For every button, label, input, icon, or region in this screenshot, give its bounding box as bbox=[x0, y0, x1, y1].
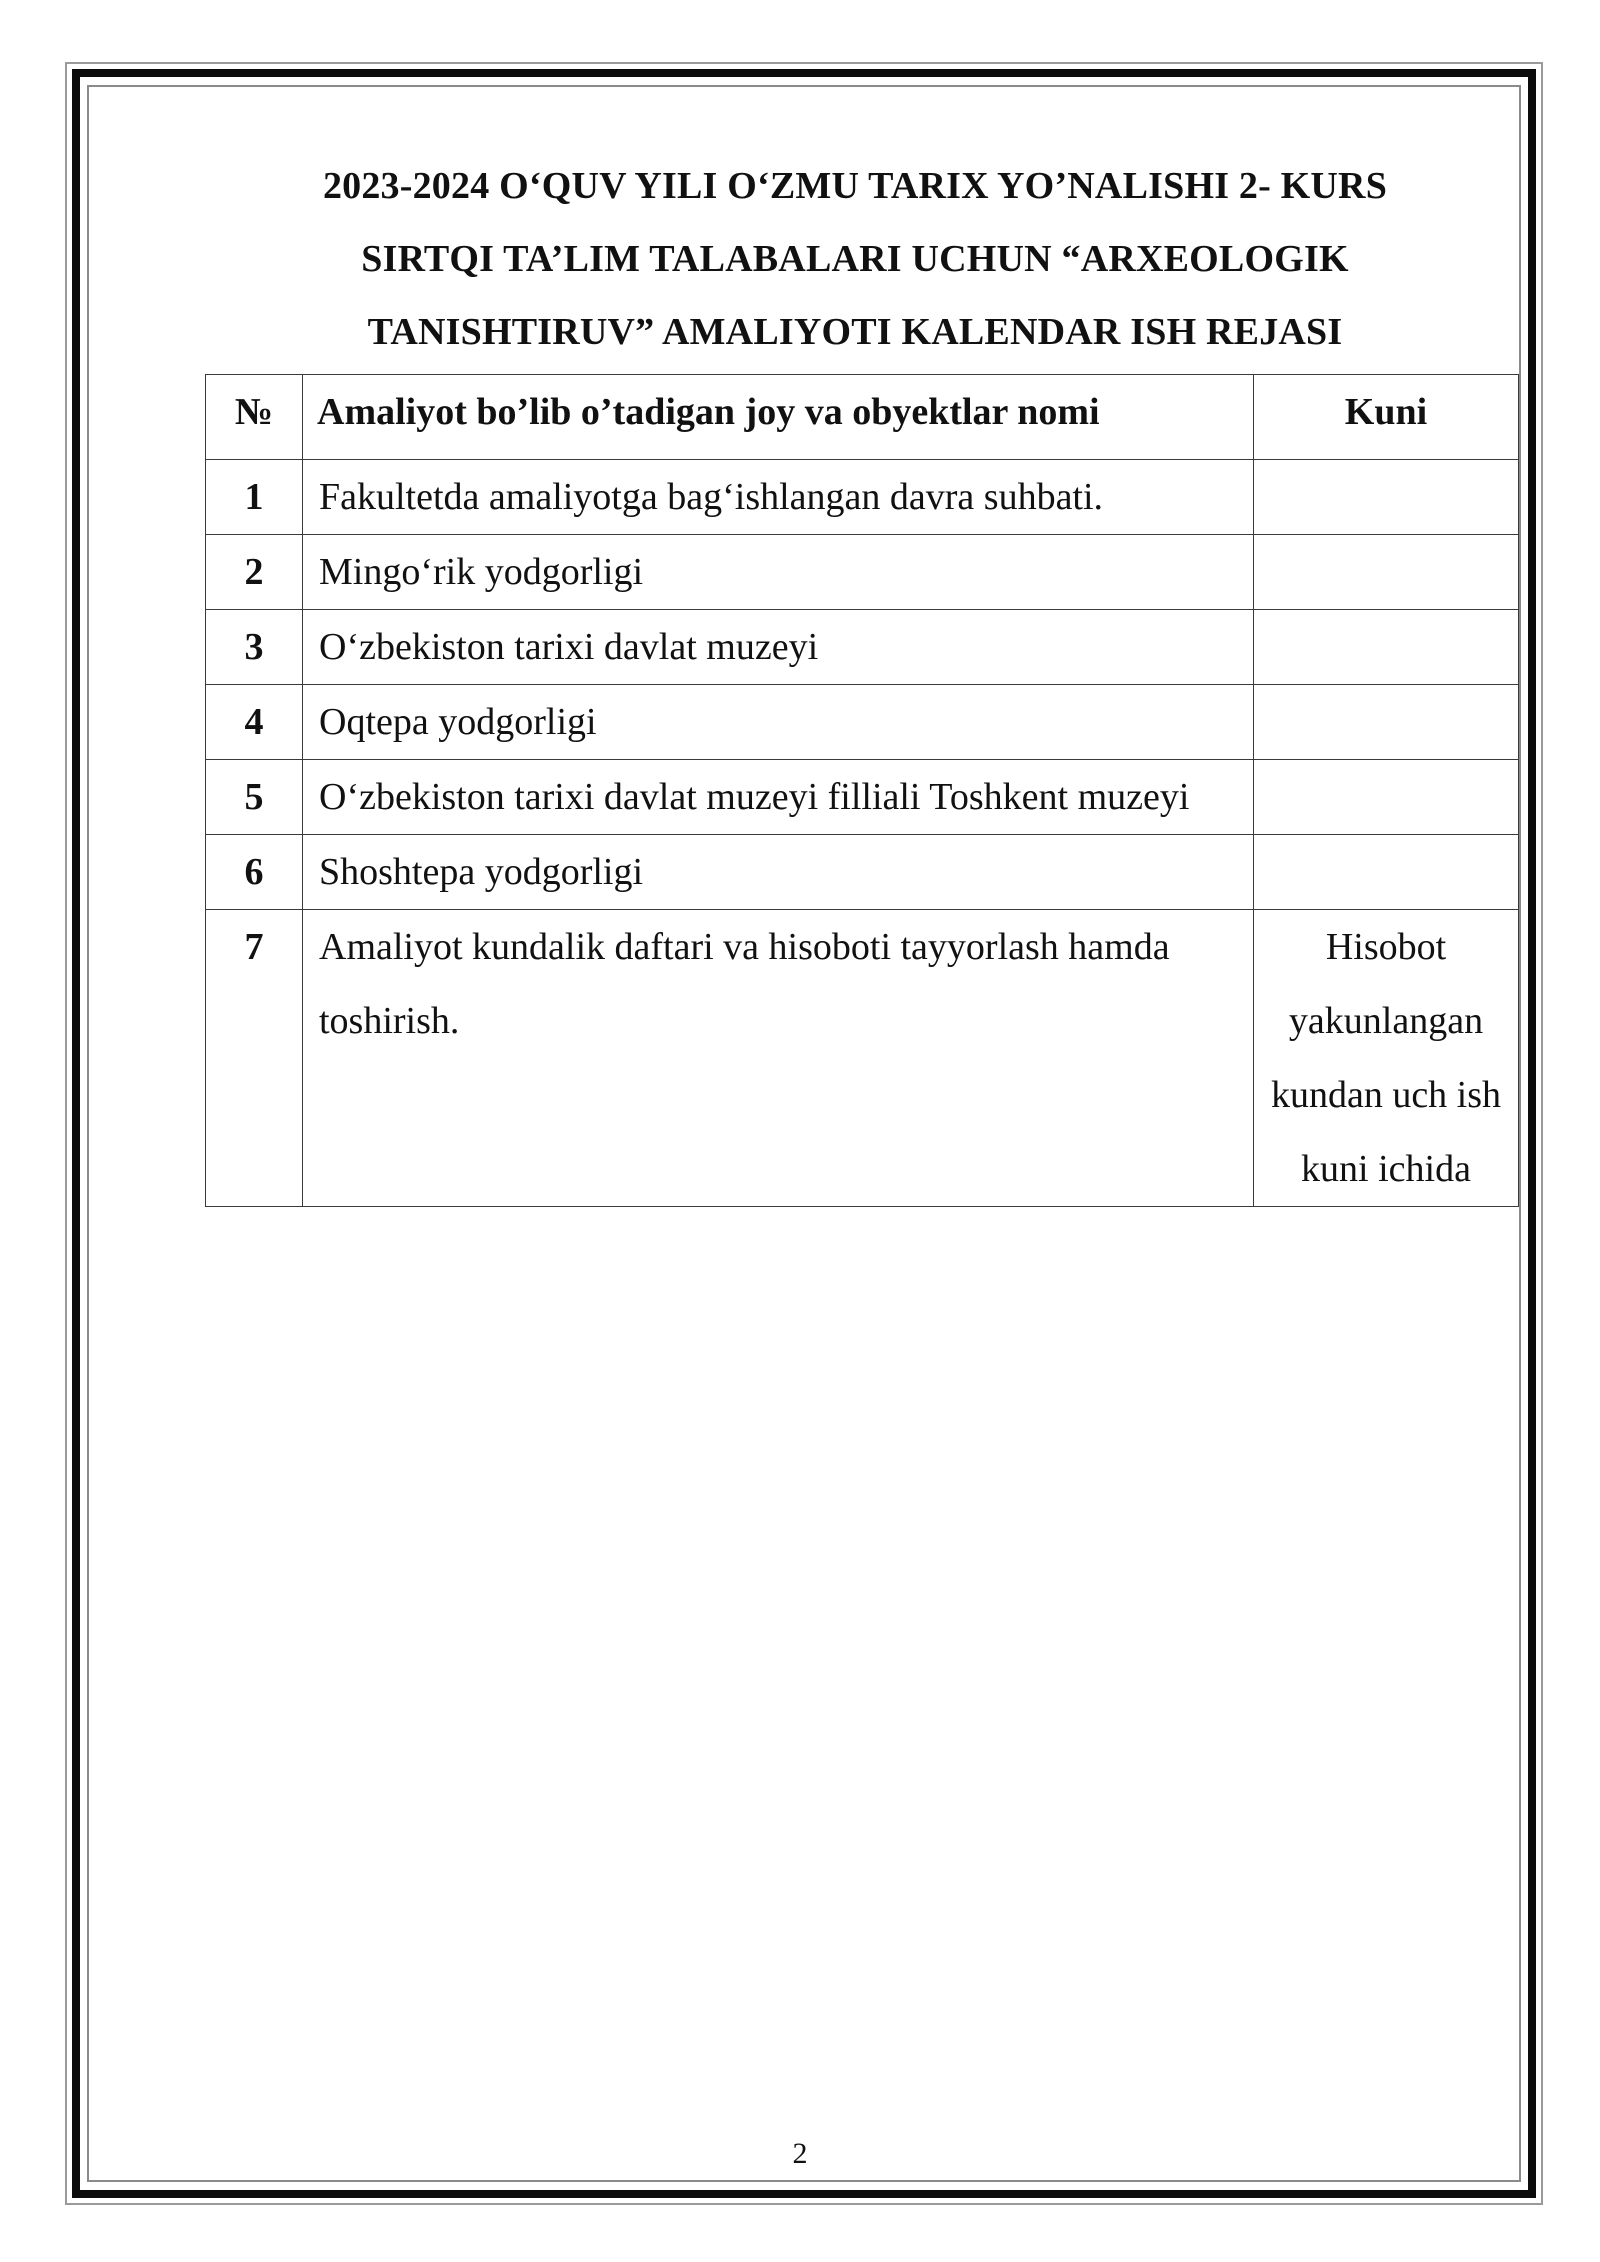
row-day bbox=[1254, 835, 1519, 910]
row-day bbox=[1254, 535, 1519, 610]
row-number: 3 bbox=[206, 610, 303, 685]
table-row bbox=[206, 760, 1519, 835]
row-day bbox=[1254, 760, 1519, 835]
row-location-name: Shoshtepa yodgorligi bbox=[303, 835, 1254, 910]
title-line-1: 2023-2024 O‘QUV YILI O‘ZMU TARIX YO’NALISHI 2- KURS bbox=[322, 165, 1388, 207]
row-number: 4 bbox=[206, 685, 303, 760]
document-title bbox=[200, 150, 1510, 369]
row-location-name: O‘zbekiston tarixi davlat muzeyi bbox=[303, 610, 1254, 685]
header-location-name: Amaliyot bo’lib o’tadigan joy va obyektlar nomi bbox=[303, 375, 1254, 460]
table-row bbox=[206, 610, 1519, 685]
row-number: 5 bbox=[206, 760, 303, 835]
header-day: Kuni bbox=[1254, 375, 1519, 460]
row-number: 6 bbox=[206, 835, 303, 910]
row-location-name: Oqtepa yodgorligi bbox=[303, 685, 1254, 760]
table-row bbox=[206, 685, 1519, 760]
row-day bbox=[1254, 460, 1519, 535]
table-row bbox=[206, 910, 1519, 1207]
page-number: 2 bbox=[792, 2137, 808, 2170]
table-row bbox=[206, 835, 1519, 910]
row-location-name: Fakultetda amaliyotga bag‘ishlangan davra suhbati. bbox=[303, 460, 1254, 535]
header-number: № bbox=[206, 375, 303, 460]
row-location-name: O‘zbekiston tarixi davlat muzeyi filliali Toshkent muzeyi bbox=[303, 760, 1254, 835]
row-day bbox=[1254, 610, 1519, 685]
row-day: Hisobot yakunlangan kundan uch ish kuni ichida bbox=[1254, 910, 1519, 1207]
title-line-2: SIRTQI TA’LIM TALABALARI UCHUN “ARXEOLOGIK bbox=[361, 238, 1349, 280]
row-location-name: Amaliyot kundalik daftari va hisoboti tayyorlash hamda toshirish. bbox=[303, 910, 1254, 1207]
title-line-3: TANISHTIRUV” AMALIYOTI KALENDAR ISH REJASI bbox=[367, 311, 1343, 353]
table-row bbox=[206, 460, 1519, 535]
row-number: 7 bbox=[206, 910, 303, 1207]
table-row bbox=[206, 535, 1519, 610]
row-day bbox=[1254, 685, 1519, 760]
row-number: 2 bbox=[206, 535, 303, 610]
row-number: 1 bbox=[206, 460, 303, 535]
table-header-row bbox=[206, 375, 1519, 460]
calendar-plan-table bbox=[205, 374, 1519, 1207]
row-location-name: Mingo‘rik yodgorligi bbox=[303, 535, 1254, 610]
